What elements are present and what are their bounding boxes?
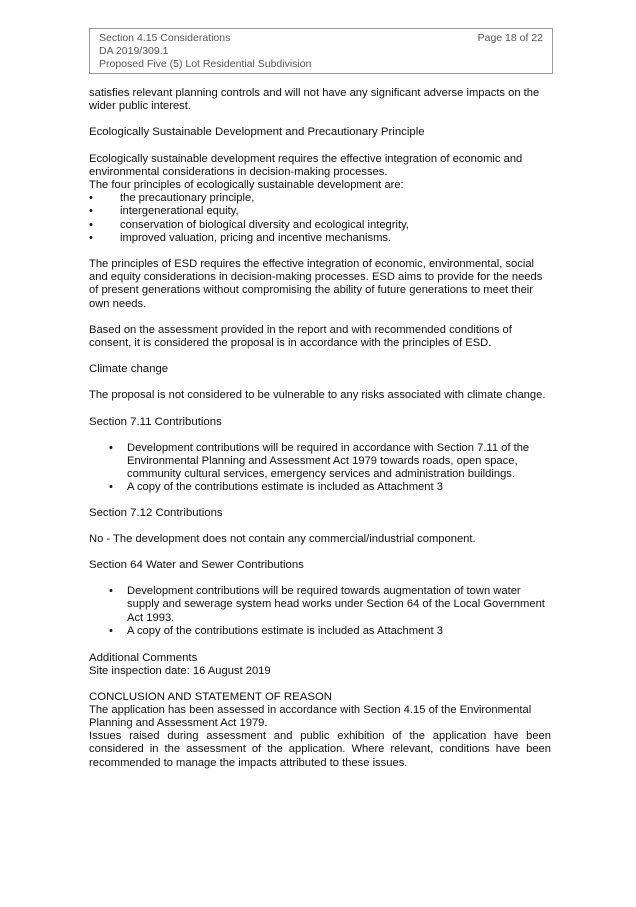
esd-principles-list xyxy=(89,192,551,245)
s712-text: - The development does not contain any commercial/industrial component. xyxy=(103,532,476,545)
page-number: Page 18 of 22 xyxy=(477,32,543,44)
s711-list xyxy=(89,442,551,495)
esd-paragraph-1: Ecologically sustainable development requires the effective integration of economic and environmental considerations in decision-making processes. xyxy=(89,152,523,178)
conclusion-heading: CONCLUSION AND STATEMENT OF REASON xyxy=(89,690,333,703)
page-header xyxy=(89,28,553,74)
list-item: • intergenerational equity, xyxy=(89,205,551,218)
list-item: • A copy of the contributions estimate is included as Attachment 3 xyxy=(89,481,551,494)
list-item: • Development contributions will be required towards augmentation of town water supply and sewerage system head works under Section 64 of the Local Government Act 1993. xyxy=(89,585,551,625)
climate-heading: Climate change xyxy=(89,363,169,376)
list-item: • the precautionary principle, xyxy=(89,192,551,205)
list-item: • A copy of the contributions estimate is included as Attachment 3 xyxy=(89,625,551,638)
climate-paragraph: The proposal is not considered to be vulnerable to any risks associated with climate change. xyxy=(89,389,546,402)
esd-paragraph-3: The principles of ESD requires the effective integration of economic, environmental, social and equity considerations in decision-making processes. ESD aims to provide for the needs of present generations without compromising the ability of future generations to meet their own needs. xyxy=(89,258,543,310)
s64-heading: Section 64 Water and Sewer Contributions xyxy=(89,559,304,572)
conclusion-paragraph-2: Issues raised during assessment and public exhibition of the application have been considered in the assessment of the application. Where relevant, conditions have been recommended to manage the impacts attributed to these issues. xyxy=(89,730,551,769)
esd-heading: Ecologically Sustainable Development and Precautionary Principle xyxy=(89,126,425,139)
s712-heading: Section 7.12 Contributions xyxy=(89,506,223,519)
header-da-number: DA 2019/309.1 xyxy=(99,45,169,57)
header-proposal: Proposed Five (5) Lot Residential Subdivision xyxy=(99,58,312,70)
s64-list xyxy=(89,585,551,638)
esd-paragraph-4: Based on the assessment provided in the report and with recommended conditions of consent, it is considered the proposal is in accordance with the principles of ESD. xyxy=(89,323,512,350)
list-item: • improved valuation, pricing and incentive mechanisms. xyxy=(89,232,551,245)
intro-paragraph: satisfies relevant planning controls and will not have any significant adverse impacts on the wider public interest. xyxy=(89,87,540,113)
additional-heading: Additional Comments xyxy=(89,652,198,665)
inspection-date: Site inspection date: 16 August 2019 xyxy=(89,665,271,678)
s711-heading: Section 7.11 Contributions xyxy=(89,415,222,428)
page-body xyxy=(89,87,551,770)
header-title: Section 4.15 Considerations xyxy=(99,32,231,44)
esd-paragraph-2: The four principles of ecologically sustainable development are: xyxy=(89,179,404,192)
list-item: • conservation of biological diversity and ecological integrity, xyxy=(89,219,551,232)
list-item: • Development contributions will be required in accordance with Section 7.11 of the Environmental Planning and Assessment Act 1979 towards roads, open space, community cultural services, emergency services and administration buildings. xyxy=(89,442,551,482)
s712-paragraph xyxy=(89,533,551,546)
s712-lead: No xyxy=(89,532,104,545)
conclusion-paragraph-1: The application has been assessed in accordance with Section 4.15 of the Environmental Planning and Assessment Act 1979. xyxy=(89,703,532,729)
